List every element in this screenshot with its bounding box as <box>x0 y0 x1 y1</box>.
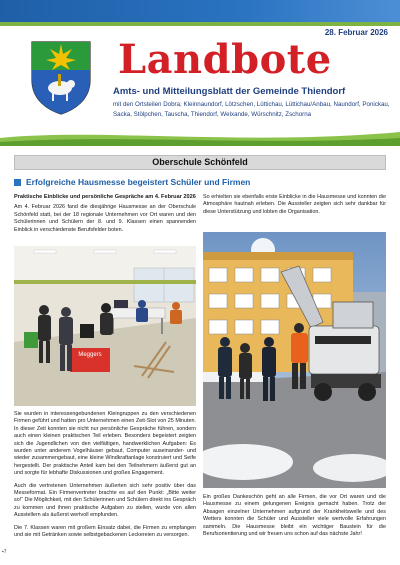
masthead-green-stripe <box>0 22 400 26</box>
page-margin-mark: ▪7 <box>2 549 7 555</box>
masthead <box>0 0 400 150</box>
right-column-body <box>203 494 386 543</box>
district-list: mit den Ortsteilen Dobra, Kleinnaundorf, Lötzschen, Lüttichau, Lüttichau/Anbau, Naundorf, Ponickau, Sacka, Stölpchen, Tauscha, Thiendorf, Welxande, Würschnitz, Zschorna <box>113 101 390 118</box>
masthead-green-swoosh <box>0 128 400 146</box>
left-column-body <box>14 411 196 545</box>
article-header <box>14 177 386 189</box>
section-title: Oberschule Schönfeld <box>152 157 248 167</box>
masthead-blue-stripe <box>0 0 400 22</box>
coat-of-arms-icon <box>30 40 92 116</box>
photo-school-fair-indoor <box>14 246 196 406</box>
paragraph-2: Sie wurden in interessengebundenen Kleingruppen zu den verschiedenen Firmen geführt und hatten pro Unternehmen einen Zeit-Slot von 25 Minuten. In dieser Zeit konnten sie nicht nur persönliche Gespräche führen, sondern auch einen kleinen praktischen Teil erleben. Besonders begeistert zeigten sich die Jugendlichen von den vielfältigen, handwerklichen Aufgaben: Es wurden unter anderem Vogelhäuser gebaut, Computer auseinander- und wieder zusammengebaut, eine kleine Windkraftanlage konstruiert und Seife hergestellt. Der praktische Anteil kam bei den Teilnehmern äußerst gut an und sorgte für lebhafte Diskussionen und großes Engagement. <box>14 411 196 477</box>
newspaper-subtitle: Amts- und Mitteilungsblatt der Gemeinde Thiendorf <box>113 86 346 97</box>
paragraph-5: So erhielten sie ebenfalls erste Einblicke in die Hausmesse und konnten die Atmosphäre hautnah erleben. Die Aussteller zeigten sich sehr dankbar für diese Unterstützung und lobten die Organisation. <box>203 194 386 215</box>
headline-bullet-icon <box>14 179 21 186</box>
section-header <box>14 155 386 170</box>
right-column-top <box>203 194 386 221</box>
booth-sign-text: Meggers <box>78 352 102 358</box>
newspaper-title: Landbote <box>118 36 332 83</box>
paragraph-6: Ein großes Dankeschön geht an alle Firmen, die vor Ort waren und die Hausmesse zu einem gelungenen Ereignis gemacht haben. Trotz der Absagen einzelner Unternehmen aufgrund der Krankheitswelle und des Wetters konnten die Schüler und Aussteller viele wertvolle Erfahrungen sammeln. Die Hausmesse bleibt ein wichtiger Baustein für die Berufsorientierung und wir freuen uns schon auf das nächste Jahr! <box>203 494 386 538</box>
left-column-intro <box>14 194 196 239</box>
paragraph-3: Auch die vertretenen Unternehmen äußerten sich sehr positiv über das Messeformat. Ein Firmenvertreter brachte es auf den Punkt: „Bitte weiter so!“ Die Möglichkeit, mit den Schülerinnen und Schülern direkt ins Gespräch zu kommen und ihnen praktische Aufgaben zu stellen, wurde von allen Ausstellern als äußerst wertvoll empfunden. <box>14 482 196 519</box>
paragraph-1: Am 4. Februar 2026 fand die diesjährige Hausmesse an der Oberschule Schönfeld statt, bei der 18 regionale Unternehmen vor Ort waren und den Schülerinnen und Schülern der 8. und 9. Klassen einen spannenden Einblick in verschiedenste Berufsfelder boten. <box>14 204 196 233</box>
article-headline: Erfolgreiche Hausmesse begeistert Schüler und Firmen <box>26 177 251 187</box>
issue-date: 28. Februar 2026 <box>324 28 388 37</box>
photo-outdoor-road-machine <box>203 232 386 488</box>
paragraph-4: Die 7. Klassen waren mit großem Einsatz dabei, die Firmen zu empfangen und sie mit Getränken sowie selbstgebackenen Leckereien zu versorgen. <box>14 524 196 539</box>
article-lead: Praktische Einblicke und persönliche Gespräche am 4. Februar 2026 <box>14 194 196 200</box>
